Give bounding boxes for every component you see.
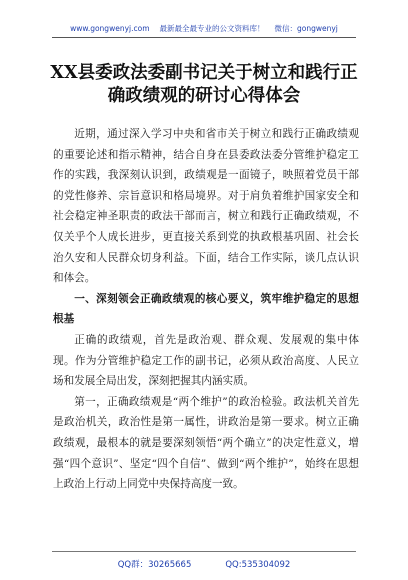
footer-qq-group: QQ群：30265665 (117, 560, 192, 570)
section-heading: 一、深刻领会正确政绩观的核心要义，筑牢维护稳定的思想根基 (53, 292, 359, 326)
header-divider (52, 37, 356, 38)
body-paragraph: 第一，正确政绩观是“两个维护”的政治检验。政法机关首先是政治机关，政治性是第一属性，讲政治是第一要求。树立正确政绩观，最根本的就是要深刻领悟“两个确立”的决定性意义，增强“四个意识”、坚定“四个自信”、做到“两个维护”，始终在思想上政治上行动上同党中央保持高度一致。 (53, 395, 359, 491)
page-footer (0, 558, 408, 570)
body-paragraph: 正确的政绩观，首先是政治观、群众观、发展观的集中体现。作为分管维护稳定工作的副书记，必须从政治高度、人民立场和发展全局出发，深刻把握其内涵实质。 (53, 333, 359, 388)
intro-paragraph: 近期，通过深入学习中央和省市关于树立和践行正确政绩观的重要论述和指示精神，结合自身在县委政法委分管维护稳定工作的实践，我深刻认识到，政绩观是一面镜子，映照着党员干部的党性修养、宗旨意识和格局境界。对于肩负着维护国家安全和社会稳定神圣职责的政法干部而言，树立和践行正确政绩观，不仅关乎个人成长进步，更直接关系到党的执政根基巩固、社会长治久安和人民群众切身利益。下面，结合工作实际，谈几点认识和体会。 (53, 128, 359, 285)
page-header (0, 23, 408, 34)
header-slogan: 最新最全最专业的公文资料库！ (159, 24, 265, 33)
footer-qq: QQ:535304092 (225, 560, 291, 570)
document-title: XX县委政法委副书记关于树立和践行正确政绩观的研讨心得体会 (50, 63, 358, 106)
footer-divider (52, 551, 356, 552)
header-wechat: 微信：gongwenyj (274, 24, 338, 33)
document-body (53, 124, 359, 495)
header-site[interactable]: www.gongwenyj.com (70, 24, 150, 33)
